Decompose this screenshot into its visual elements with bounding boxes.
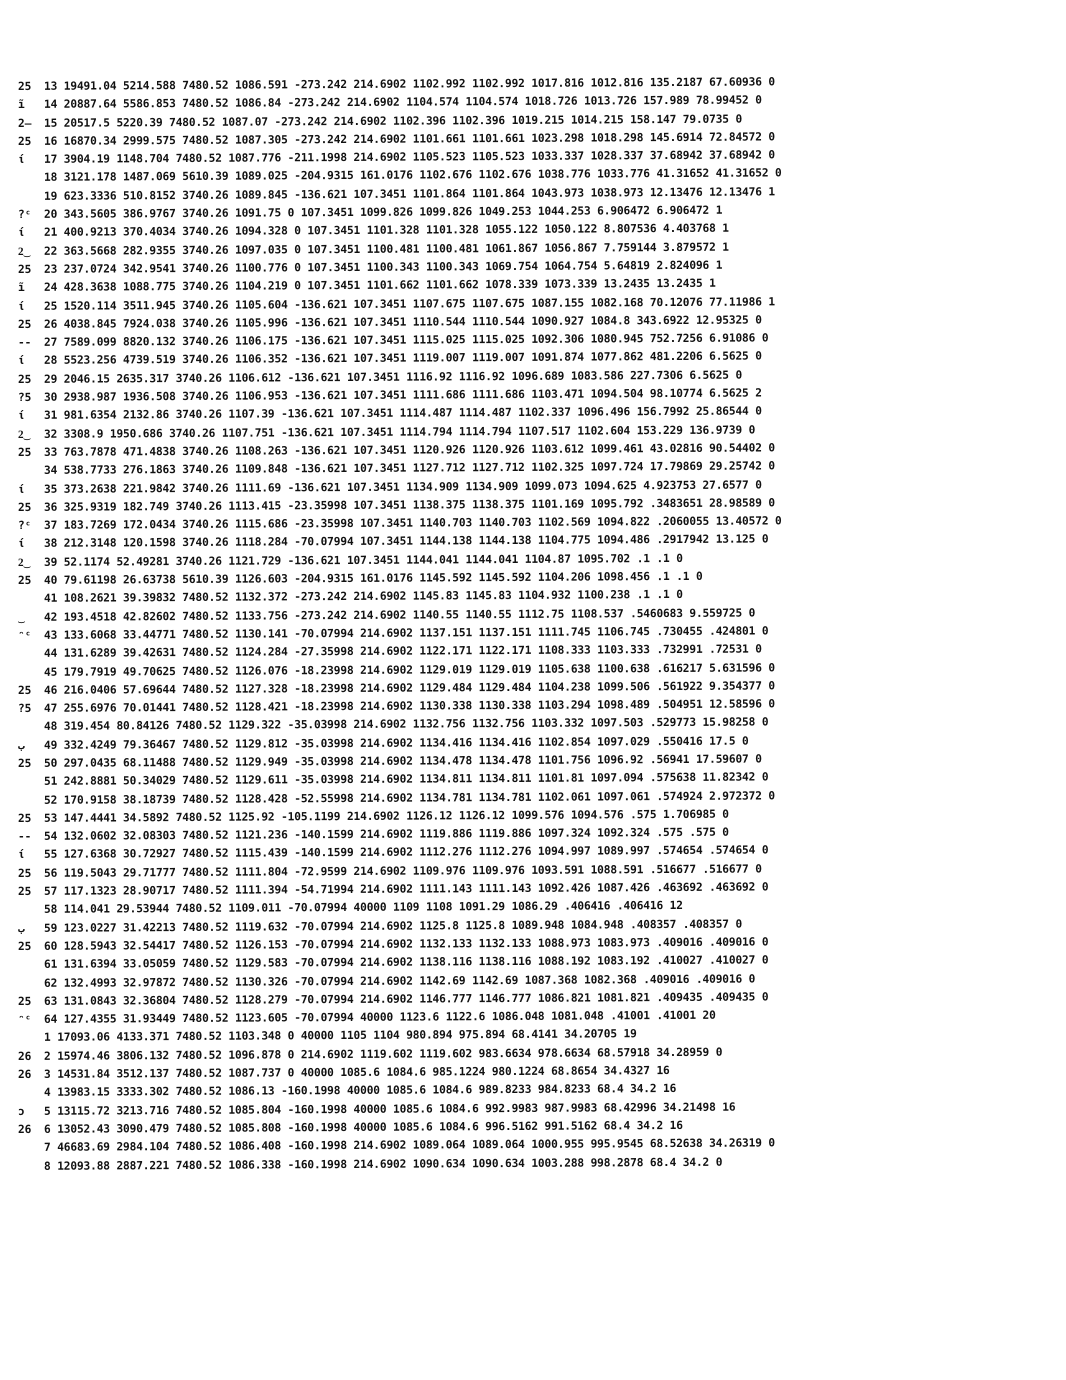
row-values: 49 332.4249 79.36467 7480.52 1129.812 -35.03998 214.6902 1134.416 1134.416 1102.854 1097.029 .550416 17.5 0 (43, 734, 749, 752)
row-values: 54 132.0602 32.08303 7480.52 1121.236 -140.1599 214.6902 1119.886 1119.886 1097.324 1092.324 .575 .575 0 (43, 825, 729, 844)
row-margin-mark: 25 (17, 317, 32, 331)
row-values: 57 117.1323 28.90717 7480.52 1111.394 -54.71994 214.6902 1111.143 1111.143 1092.426 1087.426 .463692 .463692 0 (43, 880, 769, 898)
row-values: 48 319.454 80.84126 7480.52 1129.322 -35.03998 214.6902 1132.756 1132.756 1103.332 1097.503 .529773 15.98258 0 (43, 715, 769, 734)
row-margin-mark: 2͜ (17, 244, 24, 258)
row-margin-mark: ί (17, 537, 25, 551)
row-values: 8 12093.88 2887.221 7480.52 1086.338 -160.1998 214.6902 1090.634 1090.634 1003.288 998.2878 68.4 34.2 0 (43, 1155, 723, 1173)
row-values: 24 428.3638 1088.775 3740.26 1104.219 0 107.3451 1101.662 1101.662 1078.339 1073.339 13.2435 13.2435 1 (43, 277, 716, 295)
row-values: 1 17093.06 4133.371 7480.52 1103.348 0 40000 1105 1104 980.894 975.894 68.4141 34.20705 19 (43, 1027, 637, 1045)
row-values: 34 538.7733 276.1863 3740.26 1109.848 -136.621 107.3451 1127.712 1127.712 1102.325 1097.724 17.79869 29.25742 0 (43, 459, 776, 478)
row-margin-mark: 26 (17, 1067, 32, 1082)
row-margin-mark: 25 (17, 372, 32, 386)
row-values: 18 3121.178 1487.069 5610.39 1089.025 -204.9315 161.0176 1102.676 1102.676 1038.776 1033.776 41.31652 41.31652 0 (43, 166, 782, 185)
row-margin-mark: 26 (17, 1049, 32, 1063)
row-values: 13 19491.04 5214.588 7480.52 1086.591 -273.242 214.6902 1102.992 1102.992 1017.816 1012.816 135.2187 67.60936 0 (43, 75, 776, 93)
row-margin-mark: ᵔᶜ (17, 628, 32, 642)
row-values: 23 237.0724 342.9541 3740.26 1100.776 0 107.3451 1100.343 1100.343 1069.754 1064.754 5.64819 2.824096 1 (43, 258, 723, 276)
row-margin-mark: ĩ (17, 98, 25, 112)
row-values: 47 255.6976 70.01441 7480.52 1128.421 -18.23998 214.6902 1130.338 1130.338 1103.294 1098.489 .504951 12.58596 0 (43, 697, 776, 715)
row-values: 55 127.6368 30.72927 7480.52 1115.439 -140.1599 214.6902 1112.276 1112.276 1094.997 1089.997 .574654 .574654 0 (43, 843, 769, 862)
row-margin-mark: ĩ (17, 281, 25, 295)
row-values: 40 79.61198 26.63738 5610.39 1126.603 -204.9315 161.0176 1145.592 1145.592 1104.206 1098.456 .1 .1 0 (43, 569, 703, 587)
row-values: 28 5523.256 4739.519 3740.26 1106.352 -136.621 107.3451 1119.007 1119.007 1091.874 1077.862 481.2206 6.5625 0 (43, 349, 762, 368)
row-values: 22 363.5668 282.9355 3740.26 1097.035 0 107.3451 1100.481 1100.481 1061.867 1056.867 7.759144 3.879572 1 (43, 240, 729, 258)
row-margin-mark: -- (17, 336, 32, 350)
row-margin-mark: ί (17, 299, 25, 313)
row-values: 26 4038.845 7924.038 3740.26 1105.996 -136.621 107.3451 1110.544 1110.544 1090.927 1084.8 343.6922 12.95325 0 (43, 313, 762, 331)
row-values: 20 343.5605 386.9767 3740.26 1091.75 0 107.3451 1099.826 1099.826 1049.253 1044.253 6.906472 6.906472 1 (43, 203, 723, 221)
row-margin-mark: ί (17, 848, 25, 862)
row-values: 5 13115.72 3213.716 7480.52 1085.804 -160.1998 40000 1085.6 1084.6 992.9983 987.9983 68.42996 34.21498 16 (43, 1100, 736, 1118)
row-values: 41 108.2621 39.39832 7480.52 1132.372 -273.242 214.6902 1145.83 1145.83 1104.932 1100.238 .1 .1 0 (43, 588, 683, 606)
row-margin-mark: ί (17, 354, 25, 368)
row-margin-mark: 25 (17, 683, 32, 697)
row-margin-mark: 25 (17, 500, 32, 514)
row-margin-mark: 25 (17, 866, 32, 880)
row-margin-mark: -- (17, 830, 32, 844)
row-margin-mark: 25 (17, 262, 32, 276)
row-values: 63 131.0843 32.36804 7480.52 1128.279 -70.07994 214.6902 1146.777 1146.777 1086.821 1081.821 .409435 .409435 0 (43, 990, 769, 1008)
row-values: 58 114.041 29.53944 7480.52 1109.011 -70.07994 40000 1109 1108 1091.29 1086.29 .406416 .406416 12 (43, 899, 683, 917)
row-values: 17 3904.19 1148.704 7480.52 1087.776 -211.1998 214.6902 1105.523 1105.523 1033.337 1028.337 37.68942 37.68942 0 (43, 148, 776, 167)
row-values: 16 16870.34 2999.575 7480.52 1087.305 -273.242 214.6902 1101.661 1101.661 1023.298 1018.298 145.6914 72.84572 0 (43, 130, 776, 148)
row-values: 37 183.7269 172.0434 3740.26 1115.686 -23.35998 107.3451 1140.703 1140.703 1102.569 1094.822 .2060055 13.40572 0 (43, 514, 782, 532)
row-values: 60 128.5943 32.54417 7480.52 1126.153 -70.07994 214.6902 1132.133 1132.133 1088.973 1083.973 .409016 .409016 0 (43, 935, 769, 953)
row-values: 44 131.6289 39.42631 7480.52 1124.284 -27.35998 214.6902 1122.171 1122.171 1108.333 1103.333 .732991 .72531 0 (43, 642, 762, 661)
row-margin-mark: ί (17, 409, 25, 423)
row-margin-mark: ͻ (17, 1104, 25, 1118)
row-values: 30 2938.987 1936.508 3740.26 1106.953 -136.621 107.3451 1111.686 1111.686 1103.471 1094.504 98.10774 6.5625 2 (43, 386, 762, 404)
row-values: 25 1520.114 3511.945 3740.26 1105.604 -136.621 107.3451 1107.675 1107.675 1087.155 1082.168 70.12076 77.11986 1 (43, 294, 776, 313)
row-margin-mark: ?5 (17, 390, 32, 405)
row-values: 21 400.9213 370.4034 3740.26 1094.328 0 107.3451 1101.328 1101.328 1055.122 1050.122 8.807536 4.403768 1 (43, 222, 729, 240)
row-values: 52 170.9158 38.18739 7480.52 1128.428 -52.55998 214.6902 1134.781 1134.781 1102.061 1097.061 .574924 2.972372 0 (43, 788, 776, 807)
row-values: 62 132.4993 32.97872 7480.52 1130.326 -70.07994 214.6902 1142.69 1142.69 1087.368 1082.368 .409016 .409016 0 (43, 972, 756, 990)
row-values: 56 119.5043 29.71777 7480.52 1111.804 -72.9599 214.6902 1109.976 1109.976 1093.591 1088.591 .516677 .516677 0 (43, 862, 762, 880)
row-margin-mark: 25 (17, 79, 32, 93)
row-values: 4 13983.15 3333.302 7480.52 1086.13 -160.1998 40000 1085.6 1084.6 989.8233 984.8233 68.4 34.2 16 (43, 1082, 677, 1100)
row-values: 39 52.1174 52.49281 3740.26 1121.729 -136.621 107.3451 1144.041 1144.041 1104.87 1095.702 .1 .1 0 (43, 551, 683, 569)
row-margin-mark: ί (17, 153, 25, 167)
row-margin-mark: ?ᶜ (17, 519, 32, 533)
row-margin-mark: 2͜ (17, 555, 24, 569)
row-values: 2 15974.46 3806.132 7480.52 1096.878 0 214.6902 1119.602 1119.602 983.6634 978.6634 68.57918 34.28959 0 (43, 1045, 723, 1063)
row-margin-mark: ᵔᶜ (17, 1013, 32, 1027)
row-margin-mark: 2͜ (17, 427, 24, 441)
row-margin-mark: 25 (17, 134, 32, 148)
row-values: 7 46683.69 2984.104 7480.52 1086.408 -160.1998 214.6902 1089.064 1089.064 1000.955 995.9545 68.52638 34.26319 0 (43, 1136, 776, 1155)
row-margin-mark: ب (17, 738, 25, 752)
row-values: 27 7589.099 8820.132 3740.26 1106.175 -136.621 107.3451 1115.025 1115.025 1092.306 1080.945 752.7256 6.91086 0 (43, 331, 769, 349)
row-values: 50 297.0435 68.11488 7480.52 1129.949 -35.03998 214.6902 1134.478 1134.478 1101.756 1096.92 .56941 17.59607 0 (43, 752, 762, 770)
row-values: 3 14531.84 3512.137 7480.52 1087.737 0 40000 1085.6 1084.6 985.1224 980.1224 68.8654 34.4327 16 (43, 1064, 670, 1081)
row-margin-mark: 25 (17, 756, 32, 770)
row-margin-mark: 25 (17, 445, 32, 459)
row-margin-mark: 25 (17, 939, 32, 953)
row-values: 64 127.4355 31.93449 7480.52 1123.605 -70.07994 40000 1123.6 1122.6 1086.048 1081.048 .41001 .41001 20 (43, 1008, 716, 1026)
row-values: 46 216.0406 57.69644 7480.52 1127.328 -18.23998 214.6902 1129.484 1129.484 1104.238 1099.506 .561922 9.354377 0 (43, 679, 776, 697)
row-values: 43 133.6068 33.44771 7480.52 1130.141 -70.07994 214.6902 1137.151 1137.151 1111.745 1106.745 .730455 .424801 0 (43, 624, 769, 642)
row-values: 15 20517.5 5220.39 7480.52 1087.07 -273.242 214.6902 1102.396 1102.396 1019.215 1014.215 158.147 79.0735 0 (43, 112, 743, 130)
row-values: 29 2046.15 2635.317 3740.26 1106.612 -136.621 107.3451 1116.92 1116.92 1096.689 1083.586 227.7306 6.5625 0 (43, 368, 743, 386)
row-values: 61 131.6394 33.05059 7480.52 1129.583 -70.07994 214.6902 1138.116 1138.116 1088.192 1083.192 .410027 .410027 0 (43, 953, 769, 972)
row-margin-mark: 25 (17, 884, 32, 899)
row-margin-mark: ί (17, 226, 25, 240)
row-values: 42 193.4518 42.82602 7480.52 1133.756 -273.242 214.6902 1140.55 1140.55 1112.75 1108.537 .5460683 9.559725 0 (43, 606, 756, 624)
row-values: 36 325.9319 182.749 3740.26 1113.415 -23.35998 107.3451 1138.375 1138.375 1101.169 1095.792 .3483651 28.98589 0 (43, 496, 776, 514)
row-values: 35 373.2638 221.9842 3740.26 1111.69 -136.621 107.3451 1134.909 1134.909 1099.073 1094.625 4.923753 27.6577 0 (43, 477, 762, 496)
row-margin-mark: ?ᶜ (17, 207, 32, 222)
row-values: 33 763.7878 471.4838 3740.26 1108.263 -136.621 107.3451 1120.926 1120.926 1103.612 1099.461 43.02816 90.54402 0 (43, 441, 776, 459)
row-values: 51 242.8881 50.34029 7480.52 1129.611 -35.03998 214.6902 1134.811 1134.811 1101.81 1097.094 .575638 11.82342 0 (43, 770, 769, 789)
row-margin-mark: 2̶ (17, 116, 32, 130)
row-values: 6 13052.43 3090.479 7480.52 1085.808 -160.1998 40000 1085.6 1084.6 996.5162 991.5162 68.4 34.2 16 (43, 1118, 683, 1136)
row-margin-mark: ?5 (17, 702, 32, 716)
row-values: 38 212.3148 120.1598 3740.26 1118.284 -70.07994 107.3451 1144.138 1144.138 1104.775 1094.486 .2917942 13.125 0 (43, 532, 769, 551)
row-margin-mark: ب (17, 921, 25, 935)
row-margin-mark: ί (17, 482, 25, 496)
row-values: 53 147.4441 34.5892 7480.52 1125.92 -105.1199 214.6902 1126.12 1126.12 1099.576 1094.576 .575 1.706985 0 (43, 807, 729, 825)
row-margin-mark: ͜ (17, 610, 19, 624)
row-values: 19 623.3336 510.8152 3740.26 1089.845 -136.621 107.3451 1101.864 1101.864 1043.973 1038.973 12.13476 12.13476 1 (43, 185, 776, 203)
row-margin-mark: 25 (17, 811, 32, 825)
row-values: 31 981.6354 2132.86 3740.26 1107.39 -136.621 107.3451 1114.487 1114.487 1102.337 1096.496 156.7992 25.86544 0 (43, 404, 762, 423)
row-margin-mark: 25 (17, 573, 32, 588)
row-values: 45 179.7919 49.70625 7480.52 1126.076 -18.23998 214.6902 1129.019 1129.019 1105.638 1100.638 .616217 5.631596 0 (43, 660, 776, 679)
row-values: 59 123.0227 31.42213 7480.52 1119.632 -70.07994 214.6902 1125.8 1125.8 1089.948 1084.948 .408357 .408357 0 (43, 917, 743, 935)
row-values: 32 3308.9 1950.686 3740.26 1107.751 -136.621 107.3451 1114.794 1114.794 1107.517 1102.604 153.229 136.9739 0 (43, 423, 756, 441)
data-rows (17, 75, 1058, 1176)
row-values: 14 20887.64 5586.853 7480.52 1086.84 -273.242 214.6902 1104.574 1104.574 1018.726 1013.726 157.989 78.99452 0 (43, 93, 762, 112)
row-margin-mark: 26 (17, 1122, 32, 1136)
row-margin-mark: 25 (17, 994, 32, 1008)
